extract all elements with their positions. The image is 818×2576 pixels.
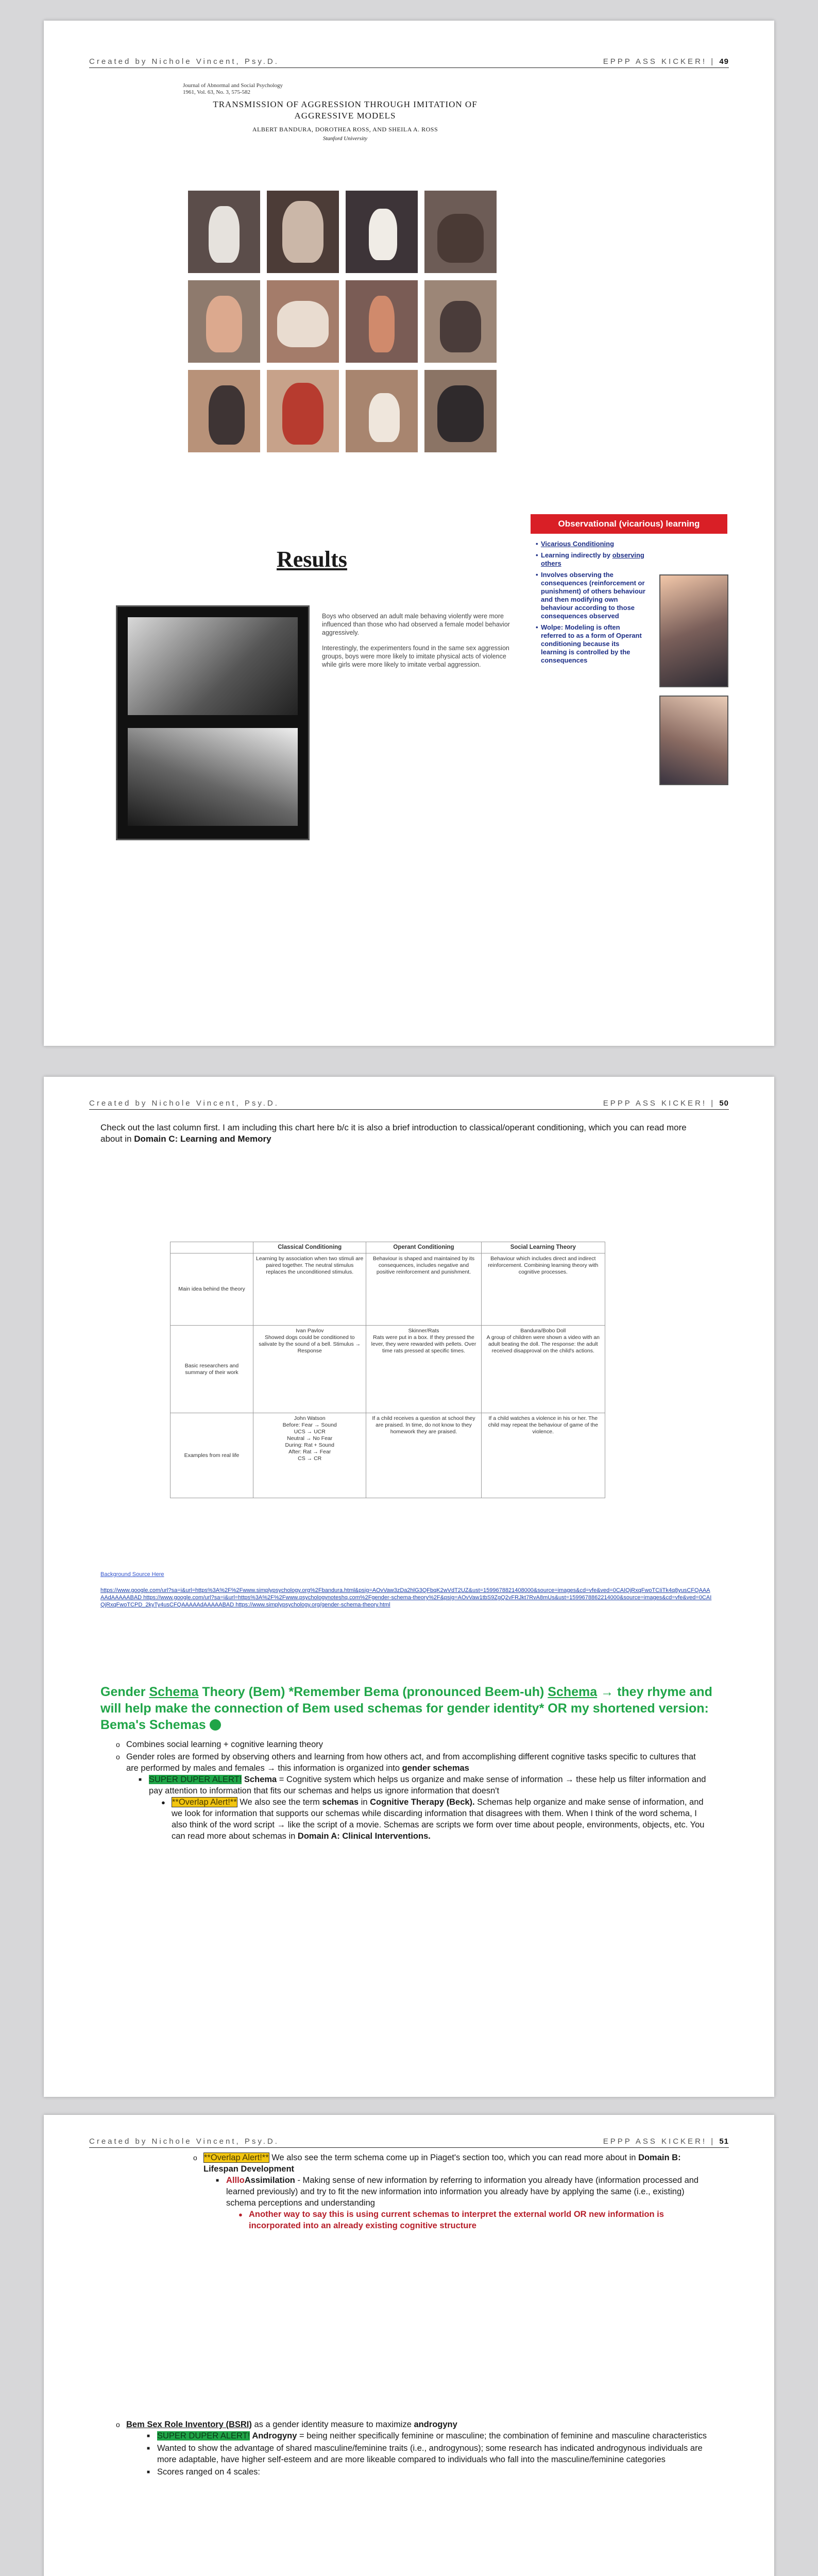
photo-frame — [424, 370, 497, 452]
list-item: ■ AllloAssimilation - Making sense of new information by referring to information you already have (information processed and learned previously) and try to fit the new information into information you already have by applying the same (i.e., existing) schema perceptions and understanding ● Another way to say this is using current schemas to interpret the external world OR new information is incorporated into an already existing cognitive structure — [216, 2175, 708, 2231]
paper-authors: ALBERT BANDURA, DOROTHEA ROSS, AND SHEILA A. ROSS — [252, 126, 438, 133]
list-item: ● **Overlap Alert!** We also see the term schemas in Cognitive Therapy (Beck). Schemas help organize and make sense of information, and we look for information that supports our schemas while discarding information that disagrees with them. When I think of the word schema, I also think of the word script → like the script of a movie. Schemas are scripts we form over time about people, environments, objects, etc. You can read more about schemas in Domain A: Clinical Interventions. — [161, 1797, 708, 1842]
list-item: • Wolpe: Modeling is often referred to as a form of Operant conditioning because its learning is controlled by the consequences — [536, 623, 646, 665]
header-author: Created by Nichole Vincent, Psy.D. — [89, 1099, 279, 1108]
page-header: Created by Nichole Vincent, Psy.D. EPPP ASS KICKER! | 51 — [89, 2130, 729, 2148]
photo-frame — [346, 280, 418, 363]
list-item: ■ Scores ranged on 4 scales: — [147, 2466, 708, 2478]
photo-bottom-half — [128, 728, 298, 826]
gender-schema-bullets — [116, 1739, 708, 1843]
results-text — [322, 612, 513, 676]
list-item: o Gender roles are formed by observing others and learning from how others act, and from accomplishing different cognitive tasks specific to cultures that are performed by males and females → this information is organized into gender schemas ■ SUPER DUPER ALERT! Schema = Cognitive system which helps us organize and make sense of information → these help us filter information and pay attention to information that fits our schemas and helps us ignore information that doesn't ● **Overlap Alert!** We also see the term schemas in Cognitive Therapy (Beck). Schemas help organize and make sense of information, and we look for information that supports our schemas while discarding information that disagrees with them. When I think of the word schema, I also think of the word script → like the script of a movie. Schemas are scripts we form over time about people, environments, objects, etc. You can read more about schemas in Domain A: Clinical Interventions. — [116, 1751, 708, 1842]
image-credit-link[interactable]: Background Source Here — [100, 1571, 164, 1578]
table-header: Operant Conditioning — [366, 1242, 481, 1253]
document-page-1 — [44, 21, 774, 1046]
super-alert-highlight: SUPER DUPER ALERT! — [149, 1775, 242, 1784]
header-author: Created by Nichole Vincent, Psy.D. — [89, 2137, 279, 2146]
bobo-doll-photo-grid — [188, 191, 497, 452]
results-paragraph: Boys who observed an adult male behaving violently were more influenced than those who had observed a female model behavior aggressively. — [322, 613, 510, 636]
page-number: 49 — [719, 57, 729, 66]
learning-theories-table — [170, 1242, 605, 1498]
results-heading: Results — [277, 547, 347, 572]
list-item: • Learning indirectly by observing others — [536, 551, 646, 568]
gender-schema-heading: Gender Schema Theory (Bem) *Remember Bema (pronounced Beem-uh) Schema → they rhyme and will help make the connection of Bem used schemas for gender identity* OR my shortened version: Bema's Schemas — [100, 1685, 712, 1732]
bem-bullets — [116, 2419, 708, 2479]
header-author: Created by Nichole Vincent, Psy.D. — [89, 57, 279, 66]
document-page-2 — [44, 1077, 774, 2097]
results-paragraph: Interestingly, the experimenters found in the same sex aggression groups, boys were more likely to imitate physical acts of violence while girls were more likely to imitate verbal aggression. — [322, 645, 509, 668]
paper-university: Stanford University — [322, 135, 368, 142]
table-header — [171, 1242, 253, 1253]
page-number: 51 — [719, 2137, 729, 2146]
bobo-doll-bw-photo — [116, 605, 310, 840]
photo-frame — [267, 280, 339, 363]
photo-frame — [267, 370, 339, 452]
photo-frame — [346, 370, 418, 452]
list-item: • Involves observing the consequences (reinforcement or punishment) of others behaviour and then modifying own behaviour according to those consequences observed — [536, 571, 646, 620]
photo-frame — [267, 191, 339, 273]
list-item: ● Another way to say this is using current schemas to interpret the external world OR new information is incorporated into an already existing cognitive structure — [238, 2209, 708, 2231]
list-item: o **Overlap Alert!** We also see the term schema come up in Piaget's section too, which you can read more about in Domain B: Lifespan Development ■ AllloAssimilation - Making sense of new information by referring to information you already have (information processed and learned previously) and try to fit the new information into information you already have by applying the same (i.e., existing) schema perceptions and understanding ● Another way to say this is using current schemas to interpret the external world OR new information is incorporated into an already existing cognitive structure — [193, 2152, 708, 2231]
paper-title-block — [183, 82, 507, 142]
list-item: ■ SUPER DUPER ALERT! Schema = Cognitive system which helps us organize and make sense of information → these help us filter information and pay attention to information that fits our schemas and helps us ignore information that doesn't ● **Overlap Alert!** We also see the term schemas in Cognitive Therapy (Beck). Schemas help organize and make sense of information, and we look for information that supports our schemas while discarding information that disagrees with them. When I think of the word schema, I also think of the word script → like the script of a movie. Schemas are scripts we form over time about people, environments, objects, etc. You can read more about schemas in Domain A: Clinical Interventions. — [139, 1774, 708, 1842]
table-header: Social Learning Theory — [481, 1242, 605, 1253]
photo-top-half — [128, 617, 298, 715]
table-row: Main idea behind the theory Learning by association when two stimuli are paired together. The neutral stimulus replaces the unconditioned stimulus. Behaviour is shaped and maintained by its consequences, includes negative and positive reinforcement and punishment. Behaviour which includes direct and indirect reinforcement. Combining learning theory with cognitive processes. — [171, 1253, 605, 1326]
list-item: ■ SUPER DUPER ALERT! Androgyny = being neither specifically feminine or masculine; the combination of feminine and masculine characteristics — [147, 2430, 708, 2442]
list-item: o Bem Sex Role Inventory (BSRI) as a gender identity measure to maximize androgyny ■ SUPER DUPER ALERT! Androgyny = being neither specifically feminine or masculine; the combination of feminine and masculine characteristics ■ Wanted to show the advantage of shared masculine/feminine traits (i.e., androgynous); some research has indicated androgynous individuals are more adaptable, have higher self-esteem and are more likeable compared to individuals who fall into the masculine/feminine categories ■ Scores ranged on 4 scales: — [116, 2419, 708, 2478]
table-header: Classical Conditioning — [253, 1242, 366, 1253]
observational-learning-header: Observational (vicarious) learning — [531, 514, 727, 534]
journal-volume: 1961, Vol. 63, No. 3, 575-582 — [183, 89, 250, 95]
overlap-bullets — [193, 2152, 708, 2232]
source-links[interactable]: https://www.google.com/url?sa=i&url=https%3A%2F%2Fwww.simplypsychology.org%2Fbandura.html&psig=AOvVaw3zDa2hlG3QFbqK2wVdT2UZ&ust=1599678821408000&source=images&cd=vfe&ved=0CAIQjRxqFwoTCIiTk4q8yusCFQAAAAAdAAAAABAD https://www.google.com/url?sa=i&url=https%3A%2F%2Fwww.psychologynoteshq.com%2Fgender-schema-theory%2F&psig=AOvVaw1tbS9ZgQ2vFRJkt7RvA8mUs&ust=1599678862214000&source=images&cd=vfe&ved=0CAIQjRxqFwoTCPD_2kyTy4usCFQAAAAAdAAAAABAD https://www.simplypsychology.org/gender-schema-theory.html — [100, 1587, 712, 1608]
photo-frame — [188, 370, 260, 452]
page-header: Created by Nichole Vincent, Psy.D. EPPP ASS KICKER! | 50 — [89, 1092, 729, 1110]
journal-name: Journal of Abnormal and Social Psychology — [183, 82, 283, 89]
photo-frame — [188, 191, 260, 273]
observational-learning-list — [536, 540, 646, 668]
photo-frame — [346, 191, 418, 273]
intro-paragraph: Check out the last column first. I am including this chart here b/c it is also a brief introduction to classical/operant conditioning, which you can read more about in Domain C: Learning and Memory — [100, 1123, 687, 1144]
list-item: • Vicarious Conditioning — [536, 540, 646, 548]
page-number: 50 — [719, 1099, 729, 1108]
table-row: Examples from real life John Watson Before: Fear → Sound UCS → UCR Neutral → No Fear During: Rat + Sound After: Rat → Fear CS → CR If a child receives a question at school they are praised. In time, do not know to they homework they are praised. If a child watches a violence in his or her. The child may repeat the behaviour of game of the violence. — [171, 1413, 605, 1498]
super-alert-highlight: SUPER DUPER ALERT! — [157, 2431, 250, 2441]
list-item: ■ Wanted to show the advantage of shared masculine/feminine traits (i.e., androgynous); some research has indicated androgynous individuals are more adaptable, have higher self-esteem and are more likeable compared to individuals who fall into the masculine/feminine categories — [147, 2443, 708, 2465]
list-item: o Combines social learning + cognitive learning theory — [116, 1739, 708, 1750]
observational-photo — [659, 696, 728, 785]
photo-frame — [424, 191, 497, 273]
table-row: Basic researchers and summary of their work Ivan Pavlov Showed dogs could be conditioned to salivate by the sound of a bell. Stimulus → Response Skinner/Rats Rats were put in a box. If they pressed the lever, they were rewarded with pellets. Over time rats pressed at specific times. Bandura/Bobo Doll A group of children were shown a video with an adult beating the doll. The response: the adult received disapproval on the child's actions. — [171, 1326, 605, 1413]
header-series: EPPP ASS KICKER! — [603, 1099, 707, 1108]
page-header: Created by Nichole Vincent, Psy.D. EPPP ASS KICKER! | 49 — [89, 50, 729, 68]
overlap-alert-highlight: **Overlap Alert!** — [172, 1798, 237, 1807]
observational-photo — [659, 574, 728, 687]
green-dot-icon — [210, 1719, 221, 1731]
photo-frame — [188, 280, 260, 363]
header-series: EPPP ASS KICKER! — [603, 57, 707, 66]
overlap-alert-highlight: **Overlap Alert!** — [204, 2153, 269, 2162]
document-page-3 — [44, 2115, 774, 2576]
photo-frame — [424, 280, 497, 363]
header-series: EPPP ASS KICKER! — [603, 2137, 707, 2146]
paper-title: TRANSMISSION OF AGGRESSION THROUGH IMITATION OF AGGRESSIVE MODELS — [213, 99, 478, 121]
